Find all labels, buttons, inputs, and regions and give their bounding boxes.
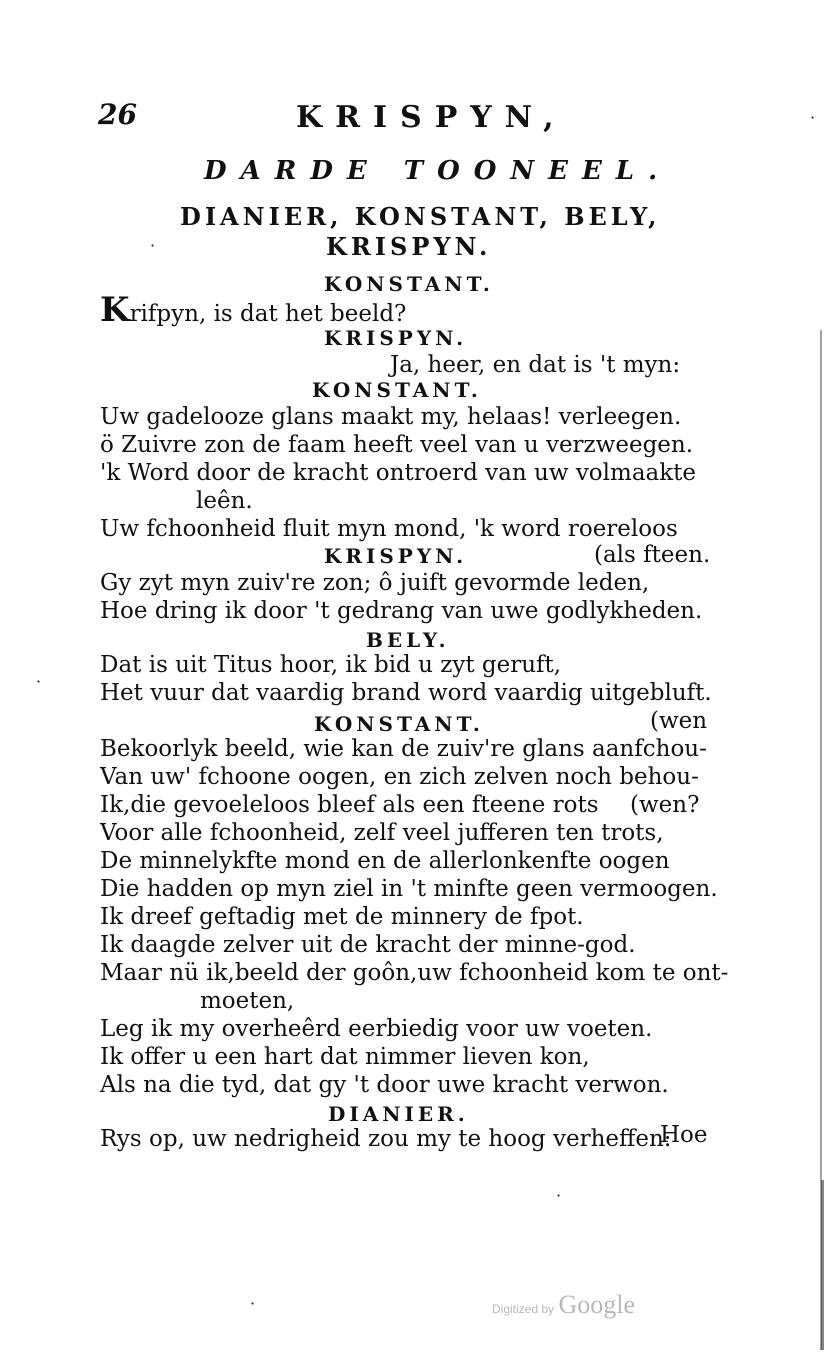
verse-line-continuation: moeten, [200,988,295,1014]
verse-line: Ik,die gevoeleloos bleef als een fteene rots [100,792,599,818]
digitization-watermark [492,1290,635,1320]
drop-cap: K [100,290,130,330]
speaker-konstant: KONSTANT. [312,378,482,402]
speaker-krispyn: KRISPYN. [324,326,468,350]
speaker-konstant: KONSTANT. [324,272,494,296]
verse-line: Maar nü ik,beeld der goôn,uw fchoonheid kom te ont- [100,960,729,986]
verse-line: Bekoorlyk beeld, wie kan de zuiv're glans aanfchou- [100,736,707,762]
verse-line: Voor alle fchoonheid, zelf veel jufferen ten trots, [100,820,664,846]
watermark-brand: Google [558,1290,636,1319]
verse-line: Rys op, uw nedrigheid zou my te hoog verheffen: [100,1126,672,1152]
verse-line: Ja, heer, en dat is 't myn: [390,352,681,378]
page-edge-shadow [821,1180,824,1350]
verse-line: Dat is uit Titus hoor, ik bid u zyt geruft, [100,652,562,678]
watermark-prefix: Digitized by [492,1302,555,1316]
verse-line-turnover: (wen? [630,792,700,818]
verse-line: Ik daagde zelver uit de kracht der minne-god. [100,932,636,958]
speaker-dianier: DIANIER. [328,1102,469,1126]
cast-list-line-1: DIANIER, KONSTANT, BELY, [180,202,661,231]
speaker-bely: BELY. [366,628,450,652]
verse-line: 'k Word door de kracht ontroerd van uw volmaakte [100,460,697,486]
verse-line: ö Zuivre zon de faam heeft veel van u verzweegen. [100,432,694,458]
speaker-krispyn: KRISPYN. [324,544,468,568]
ink-speck: · [150,236,156,255]
verse-line-turnover: (wen [650,708,708,734]
speaker-konstant: KONSTANT. [314,712,484,736]
running-head: KRISPYN, [296,100,567,135]
verse-line: Van uw' fchoone oogen, en zich zelven noch behou- [100,764,699,790]
verse-line: Gy zyt myn zuiv're zon; ô juift gevormde leden, [100,570,650,596]
cast-list-line-2: KRISPYN. [326,232,492,261]
verse-text: rifpyn, is dat het beeld? [129,301,407,327]
margin-mark: · [810,108,816,127]
verse-line: Uw gadelooze glans maakt my, helaas! verleegen. [100,404,682,430]
verse-line-continuation: leên. [196,488,253,514]
ink-speck: · [556,1186,562,1205]
scene-title: DARDE TOONEEL. [204,156,672,186]
ink-speck: · [36,672,42,691]
verse-line: Als na die tyd, dat gy 't door uwe kracht verwon. [100,1072,669,1098]
verse-line: Leg ik my overheêrd eerbiedig voor uw voeten. [100,1016,653,1042]
verse-line: Uw fchoonheid fluit myn mond, 'k word roereloos [100,516,678,542]
verse-line: Hoe dring ik door 't gedrang van uwe godlykheden. [100,598,703,624]
verse-line: De minnelykfte mond en de allerlonkenfte oogen [100,848,670,874]
catchword: Hoe [660,1122,708,1148]
verse-line: Het vuur dat vaardig brand word vaardig uitgebluft. [100,680,712,706]
verse-line: Ik dreef geftadig met de minnery de fpot. [100,904,584,930]
verse-line: Ik offer u een hart dat nimmer lieven kon, [100,1044,590,1070]
verse-line [100,290,406,330]
verse-line: Die hadden op myn ziel in 't minfte geen vermoogen. [100,876,718,902]
ink-speck: · [250,1294,256,1313]
page-number: 26 [98,98,137,131]
verse-line-turnover: (als fteen. [594,542,711,568]
